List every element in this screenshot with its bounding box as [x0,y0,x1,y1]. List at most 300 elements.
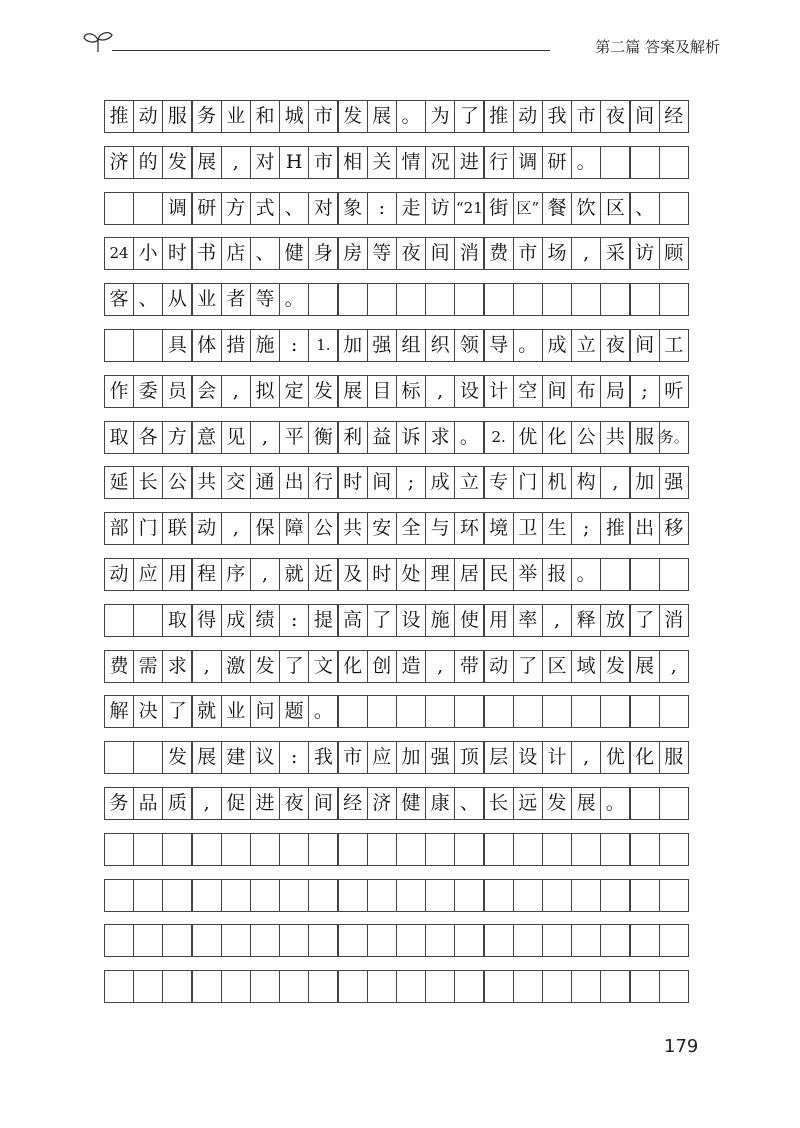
cell-char: 加 [343,334,363,356]
grid-cell [104,833,134,866]
grid-cell [279,558,309,591]
cell-char: : [290,746,298,769]
cell-char: 书 [197,242,217,265]
grid-cell [425,787,455,820]
cell-char: 从 [167,288,187,311]
cell-char: 境 [489,517,509,540]
cell-char: 作 [109,379,129,402]
grid-cell [308,100,338,133]
grid-cell [659,787,689,820]
cell-char: 出 [284,471,304,494]
cell-char: 共 [343,517,363,540]
grid-cell [250,833,280,866]
grid-cell [484,924,514,957]
grid-cell [192,237,222,270]
cell-char: 发 [167,150,187,173]
grid-cell [454,283,484,316]
grid-cell [513,466,543,499]
cell-char: 需 [138,654,158,677]
cell-char: 共 [197,471,217,494]
cell-char: 发 [167,746,187,769]
grid-cell [279,192,309,225]
cell-char: 体 [197,334,217,356]
cell-char: 健 [401,792,421,814]
grid-cell [133,924,163,957]
cell-char: 障 [284,517,304,540]
cell-char: 应 [138,563,158,585]
grid-row [104,741,690,774]
cell-char: ; [582,517,590,540]
grid-cell [425,970,455,1003]
grid-cell [396,421,426,454]
grid-cell [133,695,163,728]
grid-cell [192,970,222,1003]
grid-cell [338,879,368,912]
cell-char: 求 [167,654,187,677]
cell-char: 措 [226,334,246,356]
grid-cell [484,192,514,225]
grid-cell [454,146,484,179]
cell-char: 部 [109,517,129,540]
cell-char: 健 [284,242,304,265]
grid-cell [630,237,660,270]
grid-cell [484,421,514,454]
grid-cell [396,695,426,728]
cell-char: 相 [343,150,363,173]
cell-char: 目 [372,379,392,402]
grid-cell [659,283,689,316]
cell-char: 激 [226,654,246,677]
cell-char: 移 [664,517,684,540]
cell-char: 具 [167,334,187,356]
cell-char: 服 [635,425,655,448]
grid-cell [659,100,689,133]
grid-cell [162,787,192,820]
cell-char: 。 [459,425,479,448]
grid-cell [600,558,630,591]
grid-cell [600,283,630,316]
grid-cell [221,741,251,774]
page-number: 179 [664,1036,699,1057]
grid-cell [279,283,309,316]
cell-char: 决 [138,700,158,723]
grid-cell [250,650,280,683]
grid-cell [630,650,660,683]
cell-char: 拟 [255,379,275,402]
grid-cell [484,466,514,499]
grid-cell [571,695,601,728]
cell-char: 导 [489,334,509,356]
cell-char: 间 [635,334,655,356]
cell-char: H [285,150,303,173]
cell-char: 展 [372,105,392,127]
cell-char: 务。 [658,427,689,446]
grid-cell [396,100,426,133]
grid-cell [308,695,338,728]
cell-char: 康 [430,792,450,814]
cell-char: 和 [255,105,275,127]
grid-cell [104,100,134,133]
grid-cell [221,833,251,866]
cell-char: 等 [255,288,275,311]
grid-cell [221,558,251,591]
grid-cell [133,787,163,820]
cell-char: 夜 [284,792,304,814]
grid-cell [542,512,572,545]
grid-cell [279,100,309,133]
grid-cell [630,146,660,179]
cell-char: 了 [372,608,392,631]
cell-char: 区 [547,654,567,677]
cell-char: : [290,334,298,356]
grid-cell [338,100,368,133]
cell-char: 2. [491,427,506,446]
cell-char: , [232,150,239,173]
cell-char: ; [641,379,648,402]
grid-cell [279,970,309,1003]
grid-cell [104,650,134,683]
cell-char: 。 [576,563,596,585]
cell-char: 。 [313,700,333,723]
grid-cell [221,100,251,133]
grid-cell [192,192,222,225]
grid-cell [367,100,397,133]
grid-cell [162,650,192,683]
cell-char: 展 [635,654,655,677]
cell-char: 强 [664,471,684,494]
grid-cell [425,879,455,912]
grid-cell [133,833,163,866]
cell-char: 发 [605,654,625,677]
grid-cell [571,787,601,820]
grid-cell [279,604,309,637]
grid-cell [308,192,338,225]
grid-cell [396,558,426,591]
grid-cell [454,604,484,637]
grid-cell [542,558,572,591]
grid-row [104,787,690,820]
cell-char: 率 [518,608,538,631]
grid-cell [396,970,426,1003]
cell-char: 、 [635,196,655,219]
grid-cell [630,924,660,957]
cell-char: 员 [167,379,187,402]
grid-cell [338,329,368,362]
grid-cell [338,604,368,637]
grid-cell [484,237,514,270]
grid-cell [425,924,455,957]
grid-cell [396,741,426,774]
grid-cell [454,466,484,499]
cell-char: 推 [109,105,129,127]
cell-char: 见 [226,425,246,448]
grid-cell [192,650,222,683]
grid-cell [338,650,368,683]
grid-cell [396,604,426,637]
grid-cell [425,421,455,454]
cell-char: 设 [518,746,538,769]
cell-char: 我 [547,105,567,127]
grid-cell [396,192,426,225]
grid-row [104,833,690,866]
grid-cell [367,970,397,1003]
grid-cell [630,375,660,408]
grid-cell [513,558,543,591]
grid-cell [338,787,368,820]
cell-char: 设 [459,379,479,402]
grid-cell [659,604,689,637]
cell-char: 时 [343,471,363,494]
cell-char: 区” [516,198,540,217]
grid-cell [571,604,601,637]
grid-cell [630,466,660,499]
grid-cell [542,924,572,957]
grid-cell [454,970,484,1003]
cell-char: 取 [109,425,129,448]
grid-row [104,695,690,728]
cell-char: 、 [284,196,304,219]
grid-cell [542,421,572,454]
grid-cell [513,283,543,316]
grid-cell [513,375,543,408]
grid-cell [513,192,543,225]
cell-char: 民 [489,563,509,585]
grid-cell [659,924,689,957]
grid-cell [425,375,455,408]
grid-cell [308,512,338,545]
cell-char: 强 [372,334,392,356]
grid-cell [308,421,338,454]
cell-char: 采 [605,242,625,265]
cell-char: 织 [430,334,450,356]
grid-cell [192,741,222,774]
grid-cell [250,375,280,408]
grid-cell [600,650,630,683]
grid-cell [659,741,689,774]
grid-cell [308,558,338,591]
cell-char: 文 [313,654,333,677]
grid-cell [221,329,251,362]
grid-cell [367,237,397,270]
grid-cell [600,787,630,820]
cell-char: , [437,379,444,402]
grid-cell [659,421,689,454]
grid-cell [162,100,192,133]
grid-cell [279,879,309,912]
grid-cell [308,329,338,362]
grid-cell [104,558,134,591]
grid-cell [600,970,630,1003]
grid-cell [600,512,630,545]
cell-char: 程 [197,563,217,585]
grid-cell [571,512,601,545]
grid-cell [367,924,397,957]
grid-cell [133,421,163,454]
cell-char: 门 [138,517,158,540]
grid-row [104,512,690,545]
grid-cell [484,879,514,912]
cell-char: 质 [167,792,187,814]
grid-cell [571,924,601,957]
grid-cell [367,741,397,774]
grid-cell [162,833,192,866]
grid-cell [513,421,543,454]
grid-cell [425,558,455,591]
grid-cell [484,970,514,1003]
grid-cell [367,695,397,728]
grid-cell [600,879,630,912]
grid-row [104,558,690,591]
grid-cell [571,650,601,683]
cell-char: 长 [489,792,509,814]
cell-char: 意 [197,425,217,448]
grid-cell [338,283,368,316]
grid-cell [396,924,426,957]
cell-char: 生 [547,517,567,540]
cell-char: 平 [284,425,304,448]
cell-char: 访 [635,242,655,265]
cell-char: 化 [547,425,567,448]
cell-char: 促 [226,792,246,814]
cell-char: 公 [167,471,187,494]
grid-cell [338,924,368,957]
grid-cell [542,100,572,133]
grid-cell [192,879,222,912]
cell-char: 关 [372,150,392,173]
grid-cell [484,650,514,683]
cell-char: 研 [197,196,217,219]
grid-cell [425,512,455,545]
grid-cell [192,924,222,957]
grid-cell [192,695,222,728]
cell-char: 、 [255,242,275,265]
grid-cell [250,741,280,774]
cell-char: 房 [343,242,363,265]
cell-char: 优 [518,425,538,448]
cell-char: 。 [401,105,421,127]
grid-row [104,604,690,637]
cell-char: 了 [167,700,187,723]
cell-char: 象 [343,196,363,219]
cell-char: 费 [489,242,509,265]
cell-char: 夜 [401,242,421,265]
grid-cell [221,146,251,179]
cell-char: 。 [576,150,596,173]
cell-char: 24 [109,244,129,263]
grid-cell [250,466,280,499]
grid-cell [425,604,455,637]
grid-cell [484,695,514,728]
grid-cell [600,100,630,133]
cell-char: 组 [401,334,421,356]
grid-cell [308,970,338,1003]
cell-char: 用 [489,608,509,631]
grid-cell [484,512,514,545]
cell-char: 方 [167,425,187,448]
grid-cell [192,787,222,820]
cell-char: 走 [401,196,421,219]
cell-char: 居 [459,563,479,585]
grid-row [104,146,690,179]
cell-char: 业 [197,288,217,311]
grid-cell [630,192,660,225]
cell-char: 听 [664,379,684,402]
grid-cell [162,970,192,1003]
grid-cell [659,192,689,225]
cell-char: 。 [284,288,304,311]
grid-cell [162,604,192,637]
cell-char: 动 [518,105,538,127]
grid-cell [396,375,426,408]
cell-char: 、 [138,288,158,311]
cell-char: , [553,608,561,631]
grid-cell [513,970,543,1003]
grid-cell [279,741,309,774]
grid-cell [659,879,689,912]
grid-cell [542,970,572,1003]
cell-char: 间 [372,471,392,494]
cell-char: 间 [313,792,333,814]
cell-char: 夜 [605,105,625,127]
cell-char: 委 [138,379,158,402]
cell-char: 展 [197,150,217,173]
cell-char: 发 [313,379,333,402]
cell-char: 济 [372,792,392,814]
grid-cell [484,787,514,820]
cell-char: 交 [226,471,246,494]
cell-char: 市 [576,105,596,127]
cell-char: 1. [316,336,331,354]
grid-cell [454,237,484,270]
grid-cell [600,421,630,454]
grid-cell [221,283,251,316]
cell-char: 立 [576,334,596,356]
grid-cell [367,421,397,454]
cell-char: 带 [459,654,479,677]
grid-cell [162,146,192,179]
grid-cell [542,375,572,408]
grid-cell [221,237,251,270]
grid-cell [192,329,222,362]
grid-cell [279,146,309,179]
cell-char: 了 [284,654,304,677]
cell-char: 动 [109,563,129,585]
grid-cell [338,833,368,866]
grid-cell [308,833,338,866]
grid-cell [338,970,368,1003]
grid-cell [484,741,514,774]
grid-cell [192,283,222,316]
grid-cell [367,512,397,545]
grid-cell [630,970,660,1003]
grid-cell [279,329,309,362]
cell-char: 机 [547,471,567,494]
cell-char: 展 [576,792,596,814]
grid-cell [454,924,484,957]
cell-char: 。 [605,792,625,814]
cell-char: , [203,654,210,677]
cell-char: 使 [459,608,479,631]
grid-cell [484,329,514,362]
cell-char: 展 [197,746,217,769]
grid-cell [571,421,601,454]
grid-cell [308,650,338,683]
cell-char: 卫 [518,517,538,540]
grid-cell [221,466,251,499]
cell-char: 业 [226,105,246,127]
cell-char: 小 [138,242,158,265]
cell-char: 进 [255,792,275,814]
